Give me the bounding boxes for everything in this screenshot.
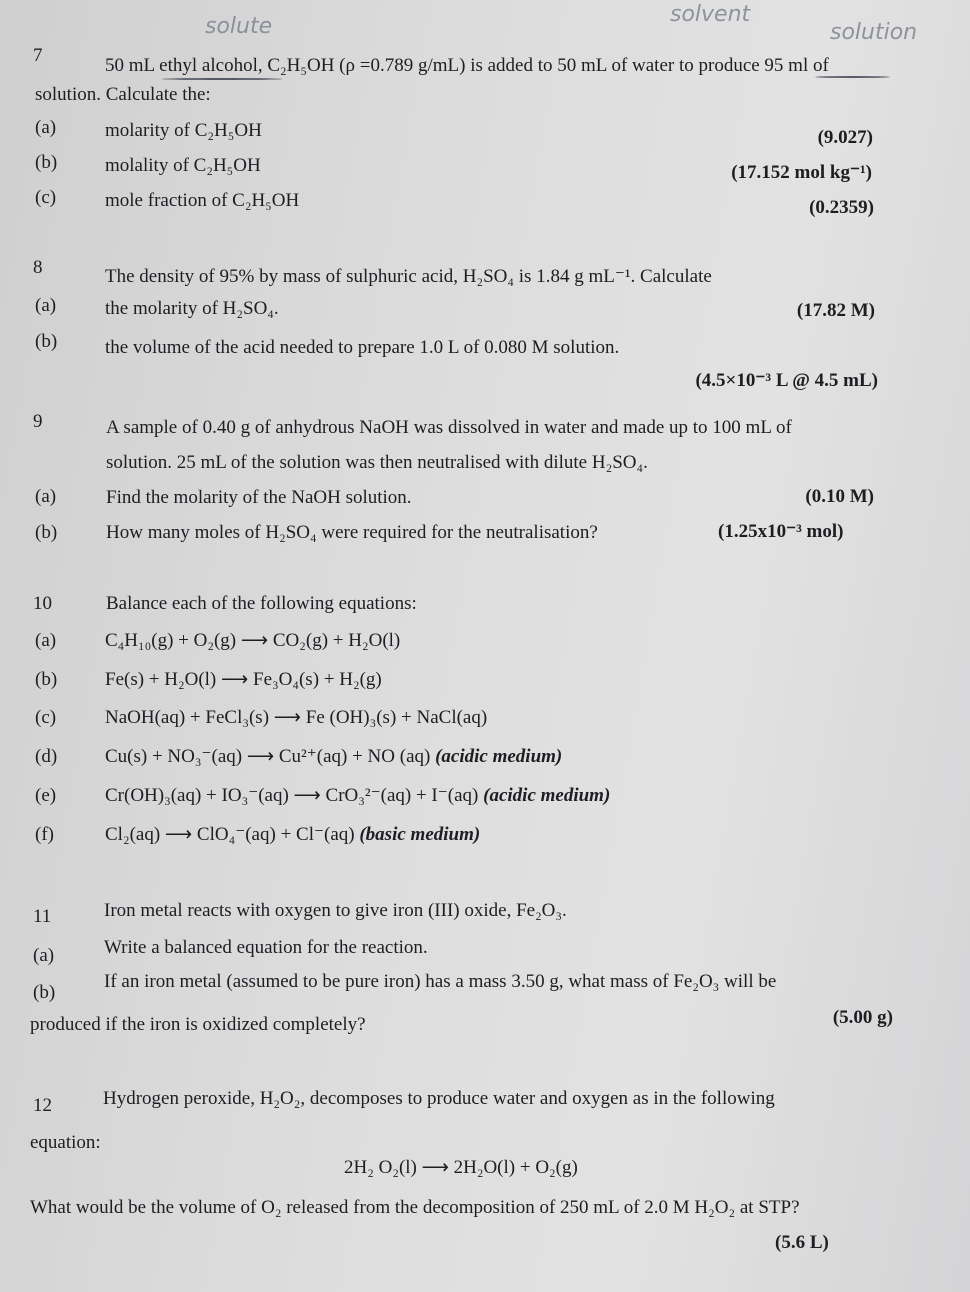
equation: C₄H₁₀(g) + O₂(g) ⟶ CO₂(g) + H₂O(l) [105, 630, 401, 651]
part-label: (c) [35, 187, 57, 208]
part-label: (a) [35, 486, 57, 507]
part-text: Write a balanced equation for the reaction. [104, 937, 428, 958]
question-number: 11 [33, 906, 52, 927]
question-text: Hydrogen peroxide, H₂O₂, decomposes to produce water and oxygen as in the following [103, 1088, 775, 1109]
equation-text: Cr(OH)₃(aq) + IO₃⁻(aq) ⟶ CrO₃²⁻(aq) + I⁻(aq) [105, 785, 479, 806]
handwritten-note-solution: solution [830, 20, 918, 45]
part-text: molality of C₂H₅OH [105, 155, 261, 176]
part-text: If an iron metal (assumed to be pure iron) has a mass 3.50 g, what mass of Fe₂O₃ will be [104, 971, 777, 992]
part-label: (a) [35, 630, 57, 651]
part-label: (b) [35, 522, 58, 543]
part-text: molarity of C₂H₅OH [105, 120, 262, 141]
part-text: mole fraction of C₂H₅OH [105, 190, 300, 211]
equation-text: Cu(s) + NO₃⁻(aq) ⟶ Cu²⁺(aq) + NO (aq) [105, 746, 431, 767]
question-text: What would be the volume of O₂ released from the decomposition of 250 mL of 2.0 M H₂O₂ at STP? [30, 1197, 800, 1218]
medium-note: (acidic medium) [435, 746, 563, 767]
equation [105, 784, 610, 808]
handwritten-note-solute: solute [205, 14, 273, 39]
part-label: (f) [35, 824, 54, 845]
answer: (4.5×10⁻³ L @ 4.5 mL) [695, 370, 878, 391]
answer: (1.25x10⁻³ mol) [718, 521, 844, 542]
question-number: 12 [33, 1095, 52, 1116]
question-text: equation: [30, 1132, 101, 1153]
question-text: Balance each of the following equations: [106, 593, 417, 614]
medium-note: (acidic medium) [483, 785, 611, 806]
equation: Fe(s) + H₂O(l) ⟶ Fe₃O₄(s) + H₂(g) [105, 669, 382, 690]
pen-underline [162, 78, 282, 80]
part-text: How many moles of H₂SO₄ were required for the neutralisation? [106, 522, 598, 543]
answer: (0.2359) [809, 197, 874, 218]
question-text: solution. 25 mL of the solution was then neutralised with dilute H₂SO₄. [106, 452, 648, 473]
equation: NaOH(aq) + FeCl₃(s) ⟶ Fe (OH)₃(s) + NaCl(aq) [105, 707, 488, 728]
part-text: the molarity of H₂SO₄. [105, 298, 279, 319]
equation-text: Cl₂(aq) ⟶ ClO₄⁻(aq) + Cl⁻(aq) [105, 824, 355, 845]
question-number: 7 [33, 45, 43, 66]
question-text: 50 mL ethyl alcohol, C₂H₅OH (ρ =0.789 g/mL) is added to 50 mL of water to produce 95 ml of [105, 55, 829, 76]
answer: (17.82 M) [796, 300, 875, 321]
part-label: (a) [35, 295, 57, 316]
question-text: solution. Calculate the: [35, 84, 211, 105]
part-label: (a) [33, 945, 55, 966]
question-text: A sample of 0.40 g of anhydrous NaOH was dissolved in water and made up to 100 mL of [106, 417, 792, 438]
question-text: The density of 95% by mass of sulphuric acid, H₂SO₄ is 1.84 g mL⁻¹. Calculate [105, 266, 712, 287]
equation [105, 823, 480, 847]
part-label: (a) [35, 117, 57, 138]
answer: (5.00 g) [832, 1007, 893, 1028]
medium-note: (basic medium) [359, 824, 481, 845]
question-number: 9 [33, 411, 43, 432]
part-text: Find the molarity of the NaOH solution. [106, 487, 412, 508]
answer: (17.152 mol kg⁻¹) [731, 162, 872, 183]
question-number: 8 [33, 257, 43, 278]
answer: (5.6 L) [775, 1232, 829, 1253]
answer: (9.027) [817, 127, 873, 148]
part-text: produced if the iron is oxidized completely? [30, 1014, 366, 1035]
question-number: 10 [33, 593, 52, 614]
answer: (0.10 M) [805, 486, 874, 507]
part-label: (b) [33, 982, 56, 1003]
part-label: (d) [35, 746, 58, 767]
part-text: the volume of the acid needed to prepare 1.0 L of 0.080 M solution. [105, 337, 620, 358]
part-label: (b) [35, 331, 58, 352]
equation: 2H₂ O₂(l) ⟶ 2H₂O(l) + O₂(g) [344, 1157, 578, 1178]
equation [105, 745, 562, 769]
part-label: (e) [35, 785, 57, 806]
question-text: Iron metal reacts with oxygen to give iron (III) oxide, Fe₂O₃. [104, 900, 567, 921]
part-label: (c) [35, 707, 57, 728]
part-label: (b) [35, 669, 58, 690]
part-label: (b) [35, 152, 58, 173]
handwritten-note-solvent: solvent [670, 2, 751, 27]
